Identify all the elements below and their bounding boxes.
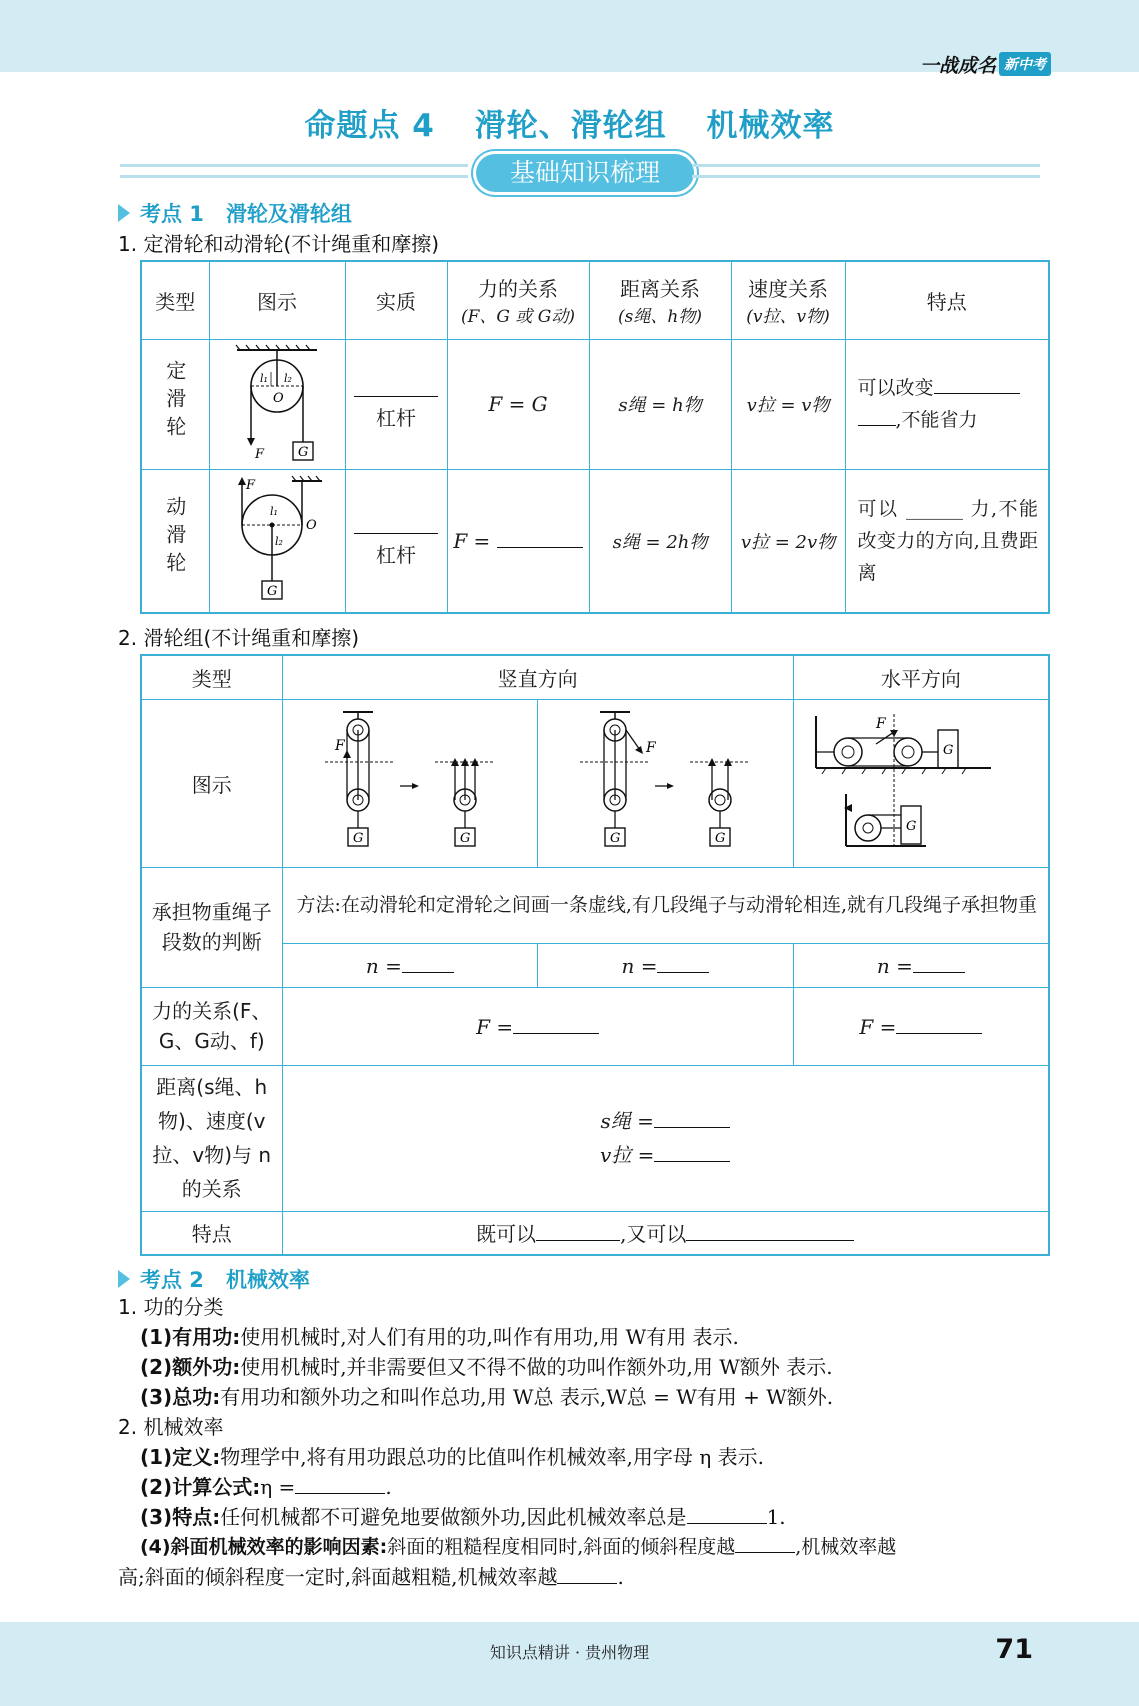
t2-judge-label: 承担物重绳子段数的判断 bbox=[141, 867, 282, 987]
eff-line-2: (2)计算公式:η = . bbox=[140, 1475, 392, 1499]
brand-logo bbox=[920, 50, 1051, 78]
th-speed bbox=[731, 261, 845, 339]
eff-line-3-label: (3)特点: bbox=[140, 1505, 221, 1529]
fixed-feature-blank[interactable] bbox=[934, 374, 1020, 394]
t2-n-horizontal bbox=[793, 943, 1049, 987]
t2-feature bbox=[282, 1211, 1049, 1255]
eff-line-2-text: η = bbox=[260, 1475, 296, 1499]
movable-type bbox=[141, 469, 209, 613]
svg-text:l₂: l₂ bbox=[275, 535, 283, 549]
t2-force-vertical bbox=[282, 987, 793, 1065]
arrow-icon bbox=[118, 1270, 130, 1288]
work-section bbox=[118, 1292, 1058, 1592]
t2-n-vertical-2 bbox=[538, 943, 794, 987]
svg-text:O: O bbox=[306, 518, 317, 534]
subheading-1: 1. 定滑轮和动滑轮(不计绳重和摩擦) bbox=[118, 232, 440, 256]
th-force bbox=[447, 261, 589, 339]
movable-type-label: 动滑轮 bbox=[162, 496, 187, 581]
t2-vertical-label: 竖直方向 bbox=[282, 655, 793, 699]
eff-line-1-text: 物理学中,将有用功跟总功的比值叫作机械效率,用字母 η 表示. bbox=[220, 1445, 764, 1469]
page-title bbox=[0, 100, 1139, 145]
fixed-distance: s绳 = h物 bbox=[589, 339, 731, 469]
fixed-essence-text: 杠杆 bbox=[376, 406, 416, 430]
brand-tag: 新中考 bbox=[999, 52, 1051, 76]
work-line-3 bbox=[118, 1382, 1058, 1412]
t2-horizontal-label: 水平方向 bbox=[793, 655, 1049, 699]
th-distance-vars: (s绳、h物) bbox=[618, 307, 702, 328]
movable-essence-blank[interactable] bbox=[354, 514, 438, 534]
rough-blank[interactable] bbox=[557, 1564, 617, 1584]
work-line-3-label: (3)总功: bbox=[140, 1385, 221, 1409]
th-force-vars: (F、G 或 G动) bbox=[460, 307, 576, 328]
fixed-feature bbox=[845, 339, 1049, 469]
slope-blank[interactable] bbox=[735, 1533, 795, 1553]
work-line-2 bbox=[118, 1352, 1058, 1382]
eff-line-4 bbox=[118, 1532, 1058, 1562]
kaodian-name: 滑轮及滑轮组 bbox=[225, 202, 352, 226]
svg-text:G: G bbox=[352, 830, 364, 846]
eff-line-3-text: 任何机械都不可避免地要做额外功,因此机械效率总是 bbox=[220, 1505, 687, 1529]
arrow-icon bbox=[118, 204, 130, 222]
eta-blank[interactable] bbox=[295, 1474, 385, 1494]
v-eq: v拉 = bbox=[600, 1143, 655, 1167]
t2-n-vertical-1 bbox=[282, 943, 538, 987]
force-blank-horizontal[interactable] bbox=[896, 1014, 982, 1034]
fixed-diagram bbox=[209, 339, 345, 469]
force-blank-vertical[interactable] bbox=[513, 1014, 599, 1034]
fixed-essence-blank[interactable] bbox=[354, 377, 438, 397]
work-heading: 1. 功的分类 bbox=[118, 1295, 224, 1319]
th-diagram: 图示 bbox=[209, 261, 345, 339]
svg-text:F: F bbox=[646, 739, 657, 756]
eff-line-4-a: 斜面的粗糙程度相同时,斜面的倾斜程度越 bbox=[387, 1536, 736, 1558]
svg-text:l₁: l₁ bbox=[260, 371, 268, 385]
kaodian-name: 机械效率 bbox=[225, 1268, 310, 1292]
eff-line-5-text: 高;斜面的倾斜程度一定时,斜面越粗糙,机械效率越 bbox=[118, 1565, 558, 1589]
svg-text:G: G bbox=[905, 818, 917, 834]
fixed-speed: v拉 = v物 bbox=[731, 339, 845, 469]
pulley-group-table bbox=[140, 654, 1050, 1256]
th-feature: 特点 bbox=[845, 261, 1049, 339]
kaodian-number: 考点 2 bbox=[140, 1268, 204, 1292]
t2-distance-eqs bbox=[282, 1065, 1049, 1211]
svg-text:l₂: l₂ bbox=[284, 371, 292, 385]
feature-blank-a[interactable] bbox=[536, 1221, 620, 1241]
force-eq-vertical: F = bbox=[476, 1014, 514, 1039]
svg-text:F: F bbox=[246, 478, 256, 494]
th-speed-vars: (v拉、v物) bbox=[746, 307, 830, 328]
movable-essence bbox=[345, 469, 447, 613]
feature-b: ,又可以 bbox=[620, 1222, 687, 1247]
kaodian-1-heading bbox=[118, 198, 352, 228]
t2-force-label: 力的关系(F、G、G动、f) bbox=[141, 987, 282, 1065]
svg-text:G: G bbox=[715, 830, 726, 846]
pulley-group-diagram-a bbox=[295, 706, 525, 856]
movable-force-blank[interactable] bbox=[497, 528, 583, 548]
t2-diagram-horizontal bbox=[793, 699, 1049, 867]
title-part-3: 机械效率 bbox=[706, 108, 835, 144]
kaodian-number: 考点 1 bbox=[140, 202, 204, 226]
t2-method: 方法:在动滑轮和定滑轮之间画一条虚线,有几段绳子与动滑轮相连,就有几段绳子承担物重 bbox=[282, 867, 1049, 943]
movable-distance: s绳 = 2h物 bbox=[589, 469, 731, 613]
pulley-group-diagram-horizontal bbox=[806, 706, 1036, 856]
t2-force-horizontal bbox=[793, 987, 1049, 1065]
fixed-type bbox=[141, 339, 209, 469]
t2-distance-label: 距离(s绳、h物)、速度(v拉、v物)与 n 的关系 bbox=[141, 1065, 282, 1211]
svg-text:F: F bbox=[875, 715, 886, 732]
svg-text:G: G bbox=[298, 444, 309, 460]
s-blank[interactable] bbox=[654, 1108, 730, 1128]
pulley-table bbox=[140, 260, 1050, 614]
page-number: 71 bbox=[995, 1634, 1033, 1665]
eff-line-4-b: ,机械效率越 bbox=[795, 1536, 897, 1558]
banner-label: 基础知识梳理 bbox=[476, 154, 694, 192]
eff-line-4-label: (4)斜面机械效率的影响因素: bbox=[140, 1536, 388, 1558]
svg-text:F: F bbox=[255, 446, 265, 462]
eff-line-1-label: (1)定义: bbox=[140, 1445, 221, 1469]
eff-compare-blank[interactable] bbox=[687, 1504, 767, 1524]
movable-force-text: F = bbox=[453, 529, 491, 554]
n-blank-2[interactable] bbox=[657, 953, 709, 973]
work-line-3-text: 有用功和额外功之和叫作总功,用 W总 表示,W总 = W有用 + W额外. bbox=[220, 1385, 834, 1409]
th-essence: 实质 bbox=[345, 261, 447, 339]
movable-feature: 可以 ______ 力,不能改变力的方向,且费距离 bbox=[845, 469, 1049, 613]
movable-pulley-diagram bbox=[222, 473, 332, 603]
work-line-2-label: (2)额外功: bbox=[140, 1355, 241, 1379]
movable-essence-text: 杠杆 bbox=[376, 542, 416, 567]
footer-caption: 知识点精讲 · 贵州物理 bbox=[489, 1643, 650, 1662]
th-type: 类型 bbox=[141, 261, 209, 339]
section-banner bbox=[120, 154, 1040, 190]
svg-text:l₁: l₁ bbox=[270, 505, 278, 519]
th-speed-title: 速度关系 bbox=[748, 277, 828, 302]
eff-line-5: 高;斜面的倾斜程度一定时,斜面越粗糙,机械效率越 . bbox=[118, 1565, 624, 1589]
fixed-type-label: 定滑轮 bbox=[162, 359, 187, 444]
svg-text:O: O bbox=[273, 390, 284, 406]
th-distance-title: 距离关系 bbox=[620, 277, 700, 302]
feature-blank-b[interactable] bbox=[686, 1221, 854, 1241]
title-part-2: 滑轮、滑轮组 bbox=[474, 108, 667, 144]
movable-speed: v拉 = 2v物 bbox=[731, 469, 845, 613]
kaodian-2-heading bbox=[118, 1264, 310, 1294]
fixed-force: F = G bbox=[447, 339, 589, 469]
fixed-feature-blank-2[interactable] bbox=[858, 406, 896, 426]
eff-line-3-end: 1. bbox=[766, 1505, 786, 1529]
banner-rule-left bbox=[120, 164, 468, 178]
n-label-2: n = bbox=[621, 953, 658, 978]
t2-diagram-label: 图示 bbox=[141, 699, 282, 867]
movable-diagram bbox=[209, 469, 345, 613]
work-line-1 bbox=[118, 1322, 1058, 1352]
fixed-essence bbox=[345, 339, 447, 469]
eff-line-3 bbox=[118, 1502, 1058, 1532]
banner-rule-right bbox=[692, 164, 1040, 178]
v-blank[interactable] bbox=[654, 1142, 730, 1162]
t2-diagram-vertical-1 bbox=[282, 699, 538, 867]
t2-type-label: 类型 bbox=[141, 655, 282, 699]
th-distance bbox=[589, 261, 731, 339]
n-blank-1[interactable] bbox=[402, 953, 454, 973]
eff-line-1 bbox=[118, 1442, 1058, 1472]
fixed-feature-b: ,不能省力 bbox=[895, 409, 978, 431]
t2-feature-label: 特点 bbox=[141, 1211, 282, 1255]
movable-force bbox=[447, 469, 589, 613]
svg-text:G: G bbox=[610, 830, 621, 846]
svg-text:G: G bbox=[942, 742, 954, 758]
footer-band bbox=[0, 1622, 1139, 1706]
pulley-group-diagram-b bbox=[550, 706, 780, 856]
t2-diagram-vertical-2 bbox=[538, 699, 794, 867]
feature-a: 既可以 bbox=[476, 1222, 537, 1247]
brand-main: 一战成名 bbox=[919, 54, 996, 77]
force-eq-horizontal: F = bbox=[859, 1014, 897, 1039]
eff-heading: 2. 机械效率 bbox=[118, 1415, 224, 1439]
s-eq: s绳 = bbox=[600, 1109, 654, 1133]
svg-text:G: G bbox=[267, 584, 278, 600]
work-line-1-text: 使用机械时,对人们有用的功,叫作有用功,用 W有用 表示. bbox=[240, 1325, 739, 1349]
n-blank-3[interactable] bbox=[913, 953, 965, 973]
fixed-feature-a: 可以改变 bbox=[857, 377, 934, 399]
th-force-title: 力的关系 bbox=[478, 277, 558, 302]
eff-line-2-label: (2)计算公式: bbox=[140, 1475, 261, 1499]
n-label-3: n = bbox=[876, 953, 913, 978]
n-label-1: n = bbox=[365, 953, 402, 978]
fixed-pulley-diagram bbox=[222, 342, 332, 462]
work-line-2-text: 使用机械时,并非需要但又不得不做的功叫作额外功,用 W额外 表示. bbox=[240, 1355, 833, 1379]
subheading-2: 2. 滑轮组(不计绳重和摩擦) bbox=[118, 626, 360, 650]
title-part-1: 命题点 4 bbox=[304, 108, 435, 144]
work-line-1-label: (1)有用功: bbox=[140, 1325, 241, 1349]
svg-text:F: F bbox=[334, 737, 345, 754]
svg-text:G: G bbox=[459, 830, 471, 846]
